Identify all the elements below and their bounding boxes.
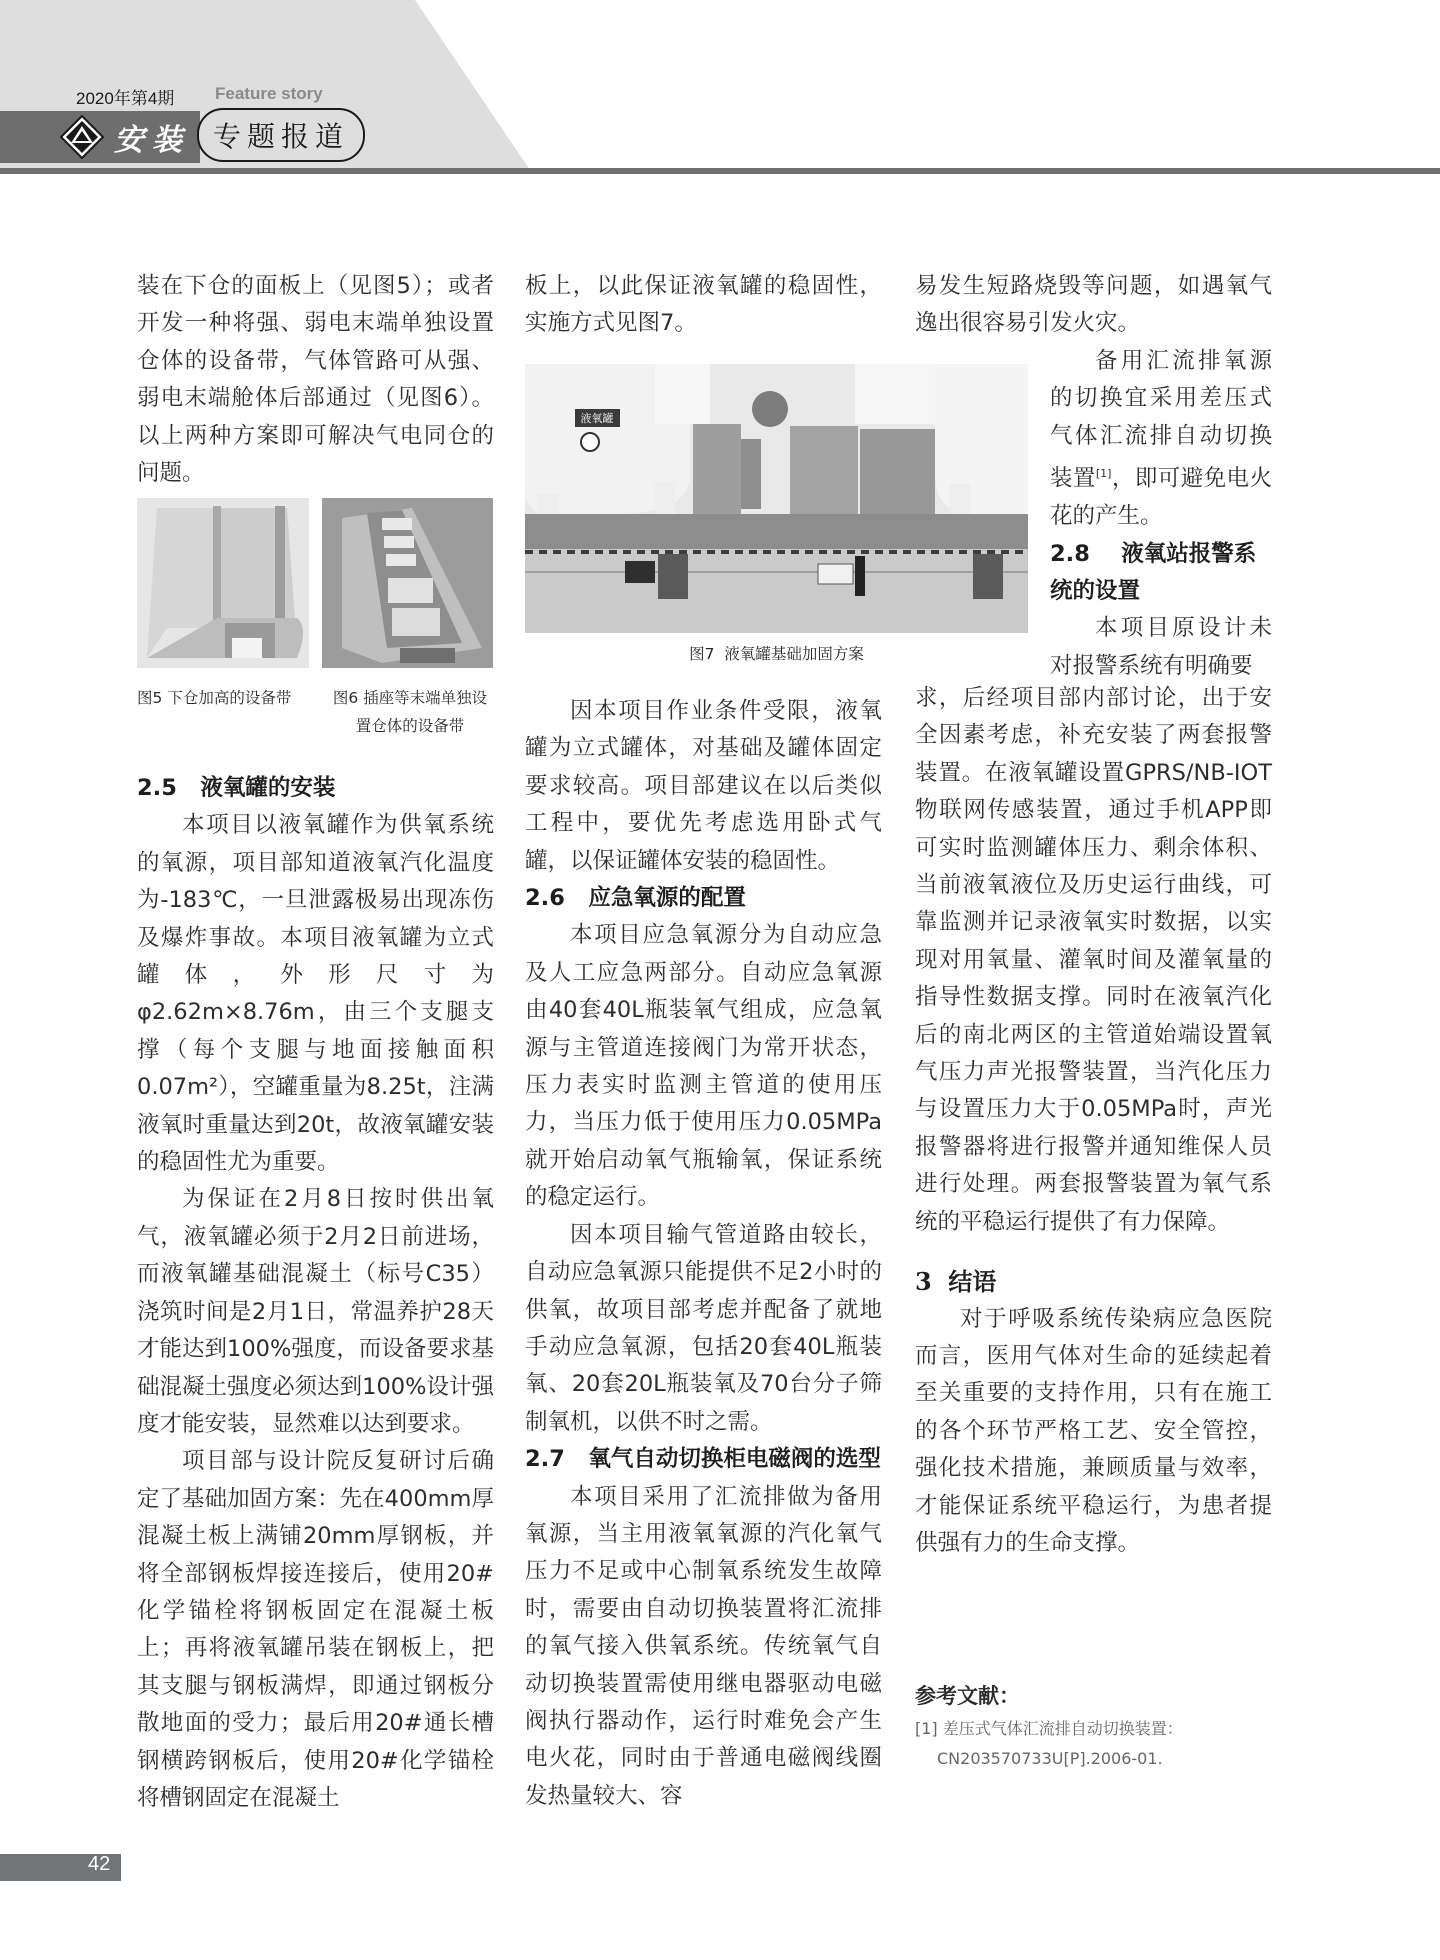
paragraph: 因本项目作业条件受限，液氧罐为立式罐体，对基础及罐体固定要求较高。项目部建议在以后类似工程中，要优先考虑选用卧式气罐，以保证罐体安装的稳固性。 — [525, 698, 882, 874]
issue-label: 2020年第4期 — [76, 89, 175, 108]
paragraph: 为保证在2月8日按时供出氧气，液氧罐必须于2月2日前进场，而液氧罐基础混凝土（标号C35）浇筑时间是2月1日，常温养护28天才能达到100%强度，而设备要求基础混凝土强度必须达到100%设计强度才能安装，显然难以达到要求。 — [137, 1186, 494, 1437]
figure-5-image — [137, 498, 309, 668]
section-3-title: 结语 — [948, 1267, 997, 1297]
section-2-5-title: 液氧罐的安装 — [200, 775, 336, 801]
middle-intro-text: 板上，以此保证液氧罐的稳固性，实施方式见图7。 — [525, 273, 882, 337]
figure-5-label: 图5 — [137, 689, 163, 707]
middle-body — [525, 693, 882, 1815]
figure-5-caption — [137, 684, 312, 712]
reference-index: [1] — [915, 1719, 938, 1738]
right-intro-text: 易发生短路烧毁等问题，如遇氧气逸出很容易引发火灾。 — [915, 273, 1272, 337]
section-2-8-title: 液氧站报警系统的设置 — [1050, 540, 1257, 604]
paragraph: 求，后经项目部内部讨论，出于安全因素考虑，补充安装了两套报警装置。在液氧罐设置GPRS/NB-IOT物联网传感装置，通过手机APP即可实时监测罐体压力、剩余体积、当前液氧液位及历史运行曲线，可靠监测并记录液氧实时数据，以实现对用氧量、灌氧时间及灌氧量的指导性数据支撑。同时在液氧汽化后的南北两区的主管道始端设置氧气压力声光报警装置，当汽化压力与设置压力大于0.05MPa时，声光报警器将进行报警并通知维保人员进行处理。两套报警装置为氧气系统的平稳运行提供了有力保障。 — [915, 685, 1272, 1235]
brand-name: 安装 — [114, 123, 190, 158]
references-title: 参考文献： — [915, 1684, 1020, 1708]
section-3-heading — [915, 1263, 1272, 1300]
figure-7-caption-text: 液氧罐基础加固方案 — [724, 645, 864, 663]
figure-7-image — [525, 364, 1028, 633]
section-2-5-number: 2.5 — [137, 775, 177, 801]
page-number: 42 — [88, 1853, 111, 1875]
paragraph: 因本项目输气管道路由较长，自动应急氧源只能提供不足2小时的供氧，故项目部考虑并配备了就地手动应急氧源，包括20套40L瓶装氧、20套20L瓶装氧及70台分子筛制氧机，以供不时之需。 — [525, 1221, 882, 1435]
citation[interactable]: [1] — [1095, 467, 1112, 481]
paragraph-text: ，即可避免电火花的产生。 — [1050, 465, 1272, 530]
paragraph: 本项目原设计未对报警系统有明确要 — [1050, 615, 1272, 679]
section-badge-label: 专题报道 — [212, 120, 349, 153]
figure-7-sign-text: 液氧罐 — [580, 412, 614, 425]
figure-6-label: 图6 — [332, 689, 359, 707]
section-label-en: Feature story — [215, 84, 323, 103]
left-intro — [137, 268, 494, 492]
header-rule — [0, 168, 1440, 174]
section-2-6-number: 2.6 — [525, 885, 565, 912]
section-3-number: 3 — [915, 1267, 932, 1297]
section-badge — [197, 108, 365, 162]
paragraph-text: 备用汇流排氧源的切换宜采用差压式气体汇流排自动切换装置 — [1050, 348, 1272, 492]
paragraph: 本项目以液氧罐作为供氧系统的氧源，项目部知道液氧汽化温度为-183℃，一旦泄露极易出现冻伤及爆炸事故。本项目液氧罐为立式罐体，外形尺寸为φ2.62m×8.76m，由三个支腿支撑（每个支腿与地面接触面积0.07m²），空罐重量为8.25t，注满液氧时重量达到20t，故液氧罐安装的稳固性尤为重要。 — [137, 812, 494, 1176]
figure-7-label: 图7 — [689, 645, 715, 663]
middle-intro — [525, 268, 882, 343]
paragraph: 本项目应急氧源分为自动应急及人工应急两部分。自动应急氧源由40套40L瓶装氧气组成，应急氧源与主管道连接阀门为常开状态，压力表实时监测主管道的使用压力，当压力低于使用压力0.05MPa就开始启动氧气瓶输氧，保证系统的稳定运行。 — [525, 922, 882, 1211]
section-2-7-title: 氧气自动切换柜电磁阀的选型 — [588, 1446, 881, 1473]
section-2-8-number: 2.8 — [1050, 540, 1090, 567]
paragraph — [1050, 343, 1272, 536]
right-intro — [915, 268, 1272, 343]
spacer — [915, 1241, 1272, 1263]
left-intro-text: 装在下仓的面板上（见图5）；或者开发一种将强、弱电末端单独设置仓体的设备带，气体管路可从强、弱电末端舱体后部通过（见图6）。以上两种方案即可解决气电同仓的问题。 — [137, 273, 494, 487]
section-2-7-heading — [525, 1441, 882, 1478]
section-2-8-heading — [1050, 536, 1272, 611]
paragraph: 本项目采用了汇流排做为备用氧源，当主用液氧氧源的汽化氧气压力不足或中心制氧系统发生故障时，需要由自动切换装置将汇流排的氧气接入供氧系统。传统氧气自动切换装置需使用继电器驱动电磁阀执行器动作，运行时难免会产生电火花，同时由于普通电磁阀线圈发热量较大、容 — [525, 1483, 882, 1809]
section-2-6-title: 应急氧源的配置 — [588, 885, 746, 912]
figure-5-caption-text: 下仓加高的设备带 — [167, 689, 292, 707]
figure-6-image — [322, 498, 493, 668]
section-2-5 — [137, 770, 494, 1817]
figure-7-caption — [525, 640, 1028, 668]
paragraph: 项目部与设计院反复研讨后确定了基础加固方案：先在400mm厚混凝土板上满铺20mm厚钢板，并将全部钢板焊接连接后，使用20#化学锚栓将钢板固定在混凝土板上；再将液氧罐吊装在钢板上，把其支腿与钢板满焊，即通过钢板分散地面的受力；最后用20#通长槽钢横跨钢板后，使用20#化学锚栓将槽钢固定在混凝土 — [137, 1448, 494, 1811]
reference-item — [915, 1714, 1272, 1774]
right-wrap-text — [1050, 343, 1272, 685]
references — [915, 1680, 1272, 1774]
company-logo-icon — [60, 115, 104, 159]
section-2-6-heading — [525, 880, 882, 917]
reference-text: 差压式气体汇流排自动切换装置：CN203570733U[P].2006-01. — [937, 1719, 1183, 1768]
paragraph: 对于呼吸系统传染病应急医院而言，医用气体对生命的延续起着至关重要的支持作用，只有在施工的各个环节严格工艺、安全管控，强化技术措施，兼顾质量与效率，才能保证系统平稳运行，为患者提供强有力的生命支撑。 — [915, 1305, 1272, 1556]
section-2-7-number: 2.7 — [525, 1446, 565, 1473]
section-2-5-heading — [137, 770, 494, 807]
right-body — [915, 680, 1272, 1562]
figure-6-caption — [330, 684, 490, 740]
figure-6-caption-text: 插座等末端单独设置仓体的设备带 — [355, 689, 488, 735]
